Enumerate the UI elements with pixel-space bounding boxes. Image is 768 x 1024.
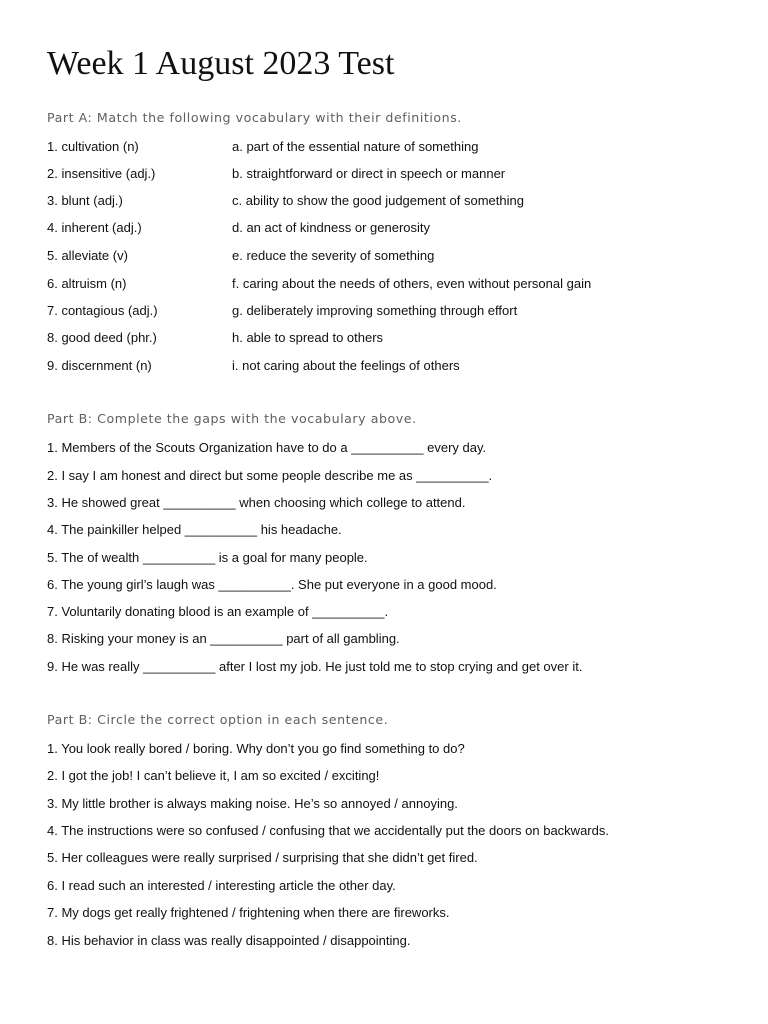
part-a-definition: c. ability to show the good judgement of something	[232, 193, 524, 208]
part-a-term: 9. discernment (n)	[47, 358, 152, 373]
circle-sentence: 2. I got the job! I can’t believe it, I am so excited / exciting!	[47, 768, 380, 783]
part-a-heading: Part A: Match the following vocabulary with their definitions.	[47, 110, 462, 125]
part-a-term: 4. inherent (adj.)	[47, 220, 142, 235]
part-a-definition: f. caring about the needs of others, even without personal gain	[232, 276, 592, 291]
gap-sentence: 4. The painkiller helped __________ his headache.	[47, 522, 342, 537]
circle-sentence: 3. My little brother is always making noise. He’s so annoyed / annoying.	[47, 796, 458, 811]
circle-sentence: 7. My dogs get really frightened / frightening when there are fireworks.	[47, 905, 450, 920]
gap-sentence: 1. Members of the Scouts Organization have to do a __________ every day.	[47, 440, 487, 455]
circle-sentence: 5. Her colleagues were really surprised / surprising that she didn’t get fired.	[47, 850, 478, 865]
circle-sentence: 4. The instructions were so confused / confusing that we accidentally put the doors on backwards.	[47, 823, 609, 838]
part-a-definition: d. an act of kindness or generosity	[232, 220, 431, 235]
page-title: Week 1 August 2023 Test	[47, 45, 395, 82]
gap-sentence: 9. He was really __________ after I lost my job. He just told me to stop crying and get over it.	[47, 659, 583, 674]
part-a-definition: b. straightforward or direct in speech or manner	[232, 166, 506, 181]
circle-sentence: 6. I read such an interested / interesting article the other day.	[47, 878, 396, 893]
gap-sentence: 7. Voluntarily donating blood is an example of __________.	[47, 604, 389, 619]
part-a-term: 5. alleviate (v)	[47, 248, 128, 263]
gap-sentence: 6. The young girl’s laugh was __________. She put everyone in a good mood.	[47, 577, 497, 592]
circle-sentence: 1. You look really bored / boring. Why don’t you go find something to do?	[47, 741, 465, 756]
part-a-definition: a. part of the essential nature of something	[232, 139, 479, 154]
part-a-term: 2. insensitive (adj.)	[47, 166, 156, 181]
part-a-definition: h. able to spread to others	[232, 330, 384, 345]
part-b-heading: Part B: Complete the gaps with the vocabulary above.	[47, 411, 417, 426]
part-a-definition: e. reduce the severity of something	[232, 248, 435, 263]
gap-sentence: 5. The of wealth __________ is a goal for many people.	[47, 550, 368, 565]
part-a-term: 1. cultivation (n)	[47, 139, 139, 154]
gap-sentence: 8. Risking your money is an __________ part of all gambling.	[47, 631, 400, 646]
gap-sentence: 3. He showed great __________ when choosing which college to attend.	[47, 495, 466, 510]
part-a-term: 7. contagious (adj.)	[47, 303, 158, 318]
part-c-heading: Part B: Circle the correct option in each sentence.	[47, 712, 389, 727]
part-a-term: 3. blunt (adj.)	[47, 193, 123, 208]
circle-sentence: 8. His behavior in class was really disappointed / disappointing.	[47, 933, 411, 948]
part-a-definition: g. deliberately improving something through effort	[232, 303, 518, 318]
part-a-definition: i. not caring about the feelings of others	[232, 358, 460, 373]
part-a-term: 6. altruism (n)	[47, 276, 127, 291]
part-a-term: 8. good deed (phr.)	[47, 330, 157, 345]
gap-sentence: 2. I say I am honest and direct but some people describe me as __________.	[47, 468, 493, 483]
